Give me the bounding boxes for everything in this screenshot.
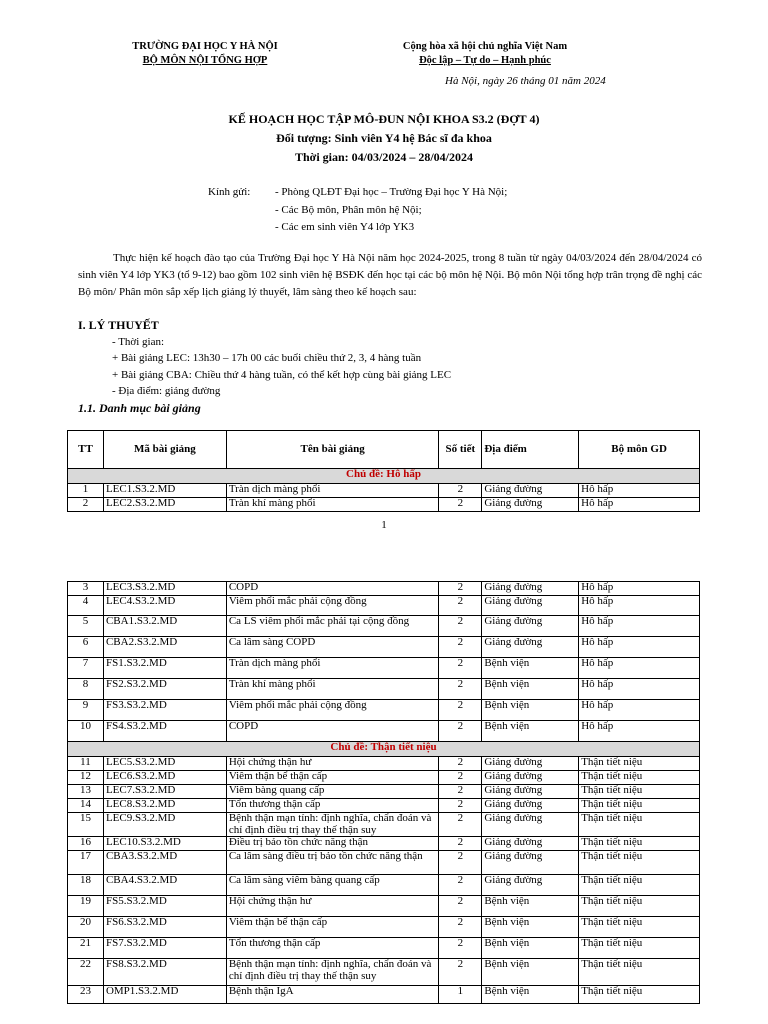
lecture-title: Bệnh thận mạn tính: định nghĩa, chẩn đoán và chỉ định điều trị thay thế thận suy — [226, 959, 439, 986]
header-code: Mã bài giảng — [103, 431, 226, 469]
table-row — [68, 700, 700, 721]
intro-paragraph: Thực hiện kế hoạch đào tạo của Trường Đại học Y Hà Nội năm học 2024-2025, trong 8 tuần từ ngày 04/03/2024 đến 28/04/2024 có sinh viên Y4 lớp YK3 (tổ 9-12) bao gồm 102 sinh viên hệ BSĐK đến học tại các bộ môn hệ Nội. Bộ môn Nội tổng hợp trân trọng đề nghị các Bộ môn/ Phân môn sắp xếp lịch giảng lý thuyết, lâm sàng theo kế hoạch sau: — [78, 252, 702, 298]
lecture-department: Hô hấp — [579, 498, 700, 512]
lecture-code: FS4.S3.2.MD — [103, 721, 226, 742]
recipient-3: - Các em sinh viên Y4 lớp YK3 — [275, 221, 415, 233]
lecture-location: Giảng đường — [482, 498, 579, 512]
lecture-location: Giảng đường — [482, 813, 579, 837]
national-motto-line2: Độc lập – Tự do – Hạnh phúc — [419, 55, 551, 66]
table-row — [68, 813, 700, 837]
lecture-periods: 2 — [439, 658, 482, 679]
lecture-title: Hội chứng thận hư — [226, 757, 439, 771]
lecture-department: Thận tiết niệu — [579, 771, 700, 785]
row-number: 18 — [68, 875, 104, 896]
lecture-periods: 2 — [439, 851, 482, 875]
table-row — [68, 596, 700, 616]
lecture-table-page1 — [67, 430, 700, 512]
lecture-department: Hô hấp — [579, 596, 700, 616]
lecture-department: Thận tiết niệu — [579, 986, 700, 1004]
row-number: 7 — [68, 658, 104, 679]
lecture-location: Bệnh viện — [482, 986, 579, 1004]
lecture-code: CBA4.S3.2.MD — [103, 875, 226, 896]
row-number: 23 — [68, 986, 104, 1004]
topic-nephrology: Chủ đề: Thận tiết niệu — [68, 742, 700, 757]
table-row — [68, 637, 700, 658]
lecture-location: Giảng đường — [482, 637, 579, 658]
lecture-code: LEC3.S3.2.MD — [103, 582, 226, 596]
lecture-department: Thận tiết niệu — [579, 757, 700, 771]
lecture-department: Thận tiết niệu — [579, 799, 700, 813]
lecture-title: Ca lâm sàng viêm bàng quang cấp — [226, 875, 439, 896]
lecture-department: Thận tiết niệu — [579, 875, 700, 896]
lecture-code: CBA3.S3.2.MD — [103, 851, 226, 875]
lecture-location: Bệnh viện — [482, 959, 579, 986]
time-period: Thời gian: 04/03/2024 – 28/04/2024 — [295, 150, 473, 164]
row-number: 5 — [68, 616, 104, 637]
table-row — [68, 582, 700, 596]
table-row — [68, 679, 700, 700]
lecture-periods: 2 — [439, 799, 482, 813]
table-row — [68, 498, 700, 512]
lecture-periods: 2 — [439, 637, 482, 658]
lecture-location: Giảng đường — [482, 596, 579, 616]
lecture-department: Thận tiết niệu — [579, 851, 700, 875]
lecture-department: Thận tiết niệu — [579, 785, 700, 799]
lecture-title: Viêm thận bể thận cấp — [226, 771, 439, 785]
lecture-periods: 2 — [439, 721, 482, 742]
lecture-title: Tổn thương thận cấp — [226, 799, 439, 813]
table-row — [68, 484, 700, 498]
lecture-title: COPD — [226, 582, 439, 596]
subsection-heading: 1.1. Danh mục bài giảng — [78, 401, 201, 415]
lecture-department: Hô hấp — [579, 721, 700, 742]
header-location: Địa điểm — [482, 431, 579, 469]
header-title: Tên bài giảng — [226, 431, 439, 469]
lecture-periods: 2 — [439, 837, 482, 851]
lecture-periods: 2 — [439, 917, 482, 938]
row-number: 12 — [68, 771, 104, 785]
lecture-code: FS6.S3.2.MD — [103, 917, 226, 938]
department-name: BỘ MÔN NỘI TỔNG HỢP — [142, 55, 268, 66]
lecture-periods: 2 — [439, 498, 482, 512]
lecture-department: Thận tiết niệu — [579, 837, 700, 851]
row-number: 15 — [68, 813, 104, 837]
national-motto-line1: Cộng hòa xã hội chủ nghĩa Việt Nam — [402, 41, 568, 52]
lecture-code: CBA2.S3.2.MD — [103, 637, 226, 658]
header-department: Bộ môn GD — [579, 431, 700, 469]
row-number: 9 — [68, 700, 104, 721]
lecture-location: Giảng đường — [482, 851, 579, 875]
lecture-location: Bệnh viện — [482, 658, 579, 679]
row-number: 14 — [68, 799, 104, 813]
lecture-location: Giảng đường — [482, 771, 579, 785]
page-number: 1 — [381, 519, 387, 531]
recipient-2: - Các Bộ môn, Phân môn hệ Nội; — [275, 204, 422, 216]
lecture-periods: 2 — [439, 959, 482, 986]
table-row — [68, 986, 700, 1004]
table-row — [68, 785, 700, 799]
lecture-periods: 2 — [439, 813, 482, 837]
row-number: 21 — [68, 938, 104, 959]
recipient-1: - Phòng QLĐT Đại học – Trường Đại học Y Hà Nội; — [275, 186, 508, 198]
lecture-code: FS3.S3.2.MD — [103, 700, 226, 721]
table-row — [68, 837, 700, 851]
table-row — [68, 799, 700, 813]
lecture-department: Thận tiết niệu — [579, 813, 700, 837]
lecture-periods: 2 — [439, 785, 482, 799]
row-number: 8 — [68, 679, 104, 700]
lecture-location: Giảng đường — [482, 757, 579, 771]
topic-row — [68, 469, 700, 484]
lecture-location: Bệnh viện — [482, 721, 579, 742]
lecture-code: FS1.S3.2.MD — [103, 658, 226, 679]
lecture-department: Thận tiết niệu — [579, 959, 700, 986]
table-row — [68, 658, 700, 679]
lecture-title: Bệnh thận IgA — [226, 986, 439, 1004]
row-number: 2 — [68, 498, 104, 512]
table-header-row — [68, 431, 700, 469]
lecture-code: LEC6.S3.2.MD — [103, 771, 226, 785]
lecture-title: Ca lâm sàng điều trị bảo tồn chức năng thận — [226, 851, 439, 875]
theory-line-3: + Bài giảng CBA: Chiều thứ 4 hàng tuần, có thể kết hợp cùng bài giảng LEC — [112, 369, 452, 381]
header-tt: TT — [68, 431, 104, 469]
lecture-periods: 2 — [439, 484, 482, 498]
lecture-periods: 2 — [439, 875, 482, 896]
lecture-department: Hô hấp — [579, 582, 700, 596]
recipients-label: Kính gửi: — [208, 186, 251, 198]
lecture-code: FS5.S3.2.MD — [103, 896, 226, 917]
row-number: 10 — [68, 721, 104, 742]
table-row — [68, 917, 700, 938]
row-number: 20 — [68, 917, 104, 938]
target-audience: Đối tượng: Sinh viên Y4 hệ Bác sĩ đa khoa — [276, 131, 492, 145]
lecture-title: Điều trị bảo tồn chức năng thận — [226, 837, 439, 851]
lecture-code: LEC10.S3.2.MD — [103, 837, 226, 851]
theory-line-4: - Địa điểm: giảng đường — [112, 385, 221, 397]
lecture-department: Hô hấp — [579, 679, 700, 700]
row-number: 3 — [68, 582, 104, 596]
row-number: 11 — [68, 757, 104, 771]
lecture-title: Viêm thận bể thận cấp — [226, 917, 439, 938]
lecture-location: Giảng đường — [482, 484, 579, 498]
lecture-periods: 2 — [439, 771, 482, 785]
section-heading: I. LÝ THUYẾT — [78, 318, 159, 332]
lecture-department: Thận tiết niệu — [579, 938, 700, 959]
lecture-department: Hô hấp — [579, 484, 700, 498]
lecture-location: Bệnh viện — [482, 917, 579, 938]
document-title: KẾ HOẠCH HỌC TẬP MÔ-ĐUN NỘI KHOA S3.2 (ĐỢT 4) — [228, 112, 540, 126]
table-row — [68, 938, 700, 959]
school-name: TRƯỜNG ĐẠI HỌC Y HÀ NỘI — [132, 41, 278, 52]
lecture-code: FS8.S3.2.MD — [103, 959, 226, 986]
lecture-code: FS7.S3.2.MD — [103, 938, 226, 959]
lecture-code: LEC8.S3.2.MD — [103, 799, 226, 813]
lecture-periods: 1 — [439, 986, 482, 1004]
row-number: 1 — [68, 484, 104, 498]
topic-respiratory: Chủ đề: Hô hấp — [68, 469, 700, 484]
lecture-department: Hô hấp — [579, 658, 700, 679]
table-row — [68, 616, 700, 637]
row-number: 17 — [68, 851, 104, 875]
lecture-location: Giảng đường — [482, 799, 579, 813]
lecture-code: LEC9.S3.2.MD — [103, 813, 226, 837]
theory-line-1: - Thời gian: — [112, 336, 165, 348]
row-number: 16 — [68, 837, 104, 851]
lecture-title: Viêm bàng quang cấp — [226, 785, 439, 799]
lecture-periods: 2 — [439, 616, 482, 637]
lecture-code: FS2.S3.2.MD — [103, 679, 226, 700]
table-row — [68, 851, 700, 875]
lecture-title: COPD — [226, 721, 439, 742]
lecture-code: LEC1.S3.2.MD — [103, 484, 226, 498]
row-number: 13 — [68, 785, 104, 799]
lecture-title: Viêm phổi mắc phải cộng đồng — [226, 596, 439, 616]
topic-row — [68, 742, 700, 757]
lecture-code: OMP1.S3.2.MD — [103, 986, 226, 1004]
document-date: Hà Nội, ngày 26 tháng 01 năm 2024 — [445, 75, 606, 87]
row-number: 22 — [68, 959, 104, 986]
table-row — [68, 875, 700, 896]
lecture-table-page2 — [67, 581, 700, 1004]
lecture-periods: 2 — [439, 938, 482, 959]
lecture-code: LEC7.S3.2.MD — [103, 785, 226, 799]
lecture-title: Hội chứng thận hư — [226, 896, 439, 917]
lecture-title: Tràn khí màng phổi — [226, 498, 439, 512]
lecture-location: Giảng đường — [482, 785, 579, 799]
lecture-periods: 2 — [439, 700, 482, 721]
lecture-title: Bệnh thận mạn tính: định nghĩa, chẩn đoán và chỉ định điều trị thay thế thận suy — [226, 813, 439, 837]
lecture-title: Tổn thương thận cấp — [226, 938, 439, 959]
lecture-periods: 2 — [439, 896, 482, 917]
table-row — [68, 959, 700, 986]
lecture-department: Hô hấp — [579, 637, 700, 658]
lecture-periods: 2 — [439, 757, 482, 771]
row-number: 6 — [68, 637, 104, 658]
lecture-department: Hô hấp — [579, 700, 700, 721]
lecture-location: Bệnh viện — [482, 679, 579, 700]
lecture-location: Giảng đường — [482, 616, 579, 637]
lecture-code: LEC2.S3.2.MD — [103, 498, 226, 512]
header-periods: Số tiết — [439, 431, 482, 469]
lecture-title: Viêm phổi mắc phải cộng đồng — [226, 700, 439, 721]
lecture-title: Tràn dịch màng phổi — [226, 484, 439, 498]
theory-line-2: + Bài giảng LEC: 13h30 – 17h 00 các buổi chiều thứ 2, 3, 4 hàng tuần — [112, 352, 422, 364]
table-row — [68, 757, 700, 771]
lecture-location: Bệnh viện — [482, 896, 579, 917]
row-number: 4 — [68, 596, 104, 616]
lecture-department: Thận tiết niệu — [579, 917, 700, 938]
lecture-location: Bệnh viện — [482, 938, 579, 959]
lecture-location: Bệnh viện — [482, 700, 579, 721]
lecture-department: Thận tiết niệu — [579, 896, 700, 917]
lecture-title: Tràn dịch màng phổi — [226, 658, 439, 679]
lecture-title: Ca LS viêm phổi mắc phải tại cộng đồng — [226, 616, 439, 637]
lecture-periods: 2 — [439, 596, 482, 616]
lecture-periods: 2 — [439, 582, 482, 596]
table-row — [68, 771, 700, 785]
row-number: 19 — [68, 896, 104, 917]
lecture-code: LEC4.S3.2.MD — [103, 596, 226, 616]
lecture-code: CBA1.S3.2.MD — [103, 616, 226, 637]
table-row — [68, 721, 700, 742]
lecture-location: Giảng đường — [482, 837, 579, 851]
lecture-code: LEC5.S3.2.MD — [103, 757, 226, 771]
lecture-department: Hô hấp — [579, 616, 700, 637]
lecture-location: Giảng đường — [482, 582, 579, 596]
table-row — [68, 896, 700, 917]
lecture-periods: 2 — [439, 679, 482, 700]
lecture-title: Ca lâm sàng COPD — [226, 637, 439, 658]
lecture-location: Giảng đường — [482, 875, 579, 896]
lecture-title: Tràn khí màng phổi — [226, 679, 439, 700]
